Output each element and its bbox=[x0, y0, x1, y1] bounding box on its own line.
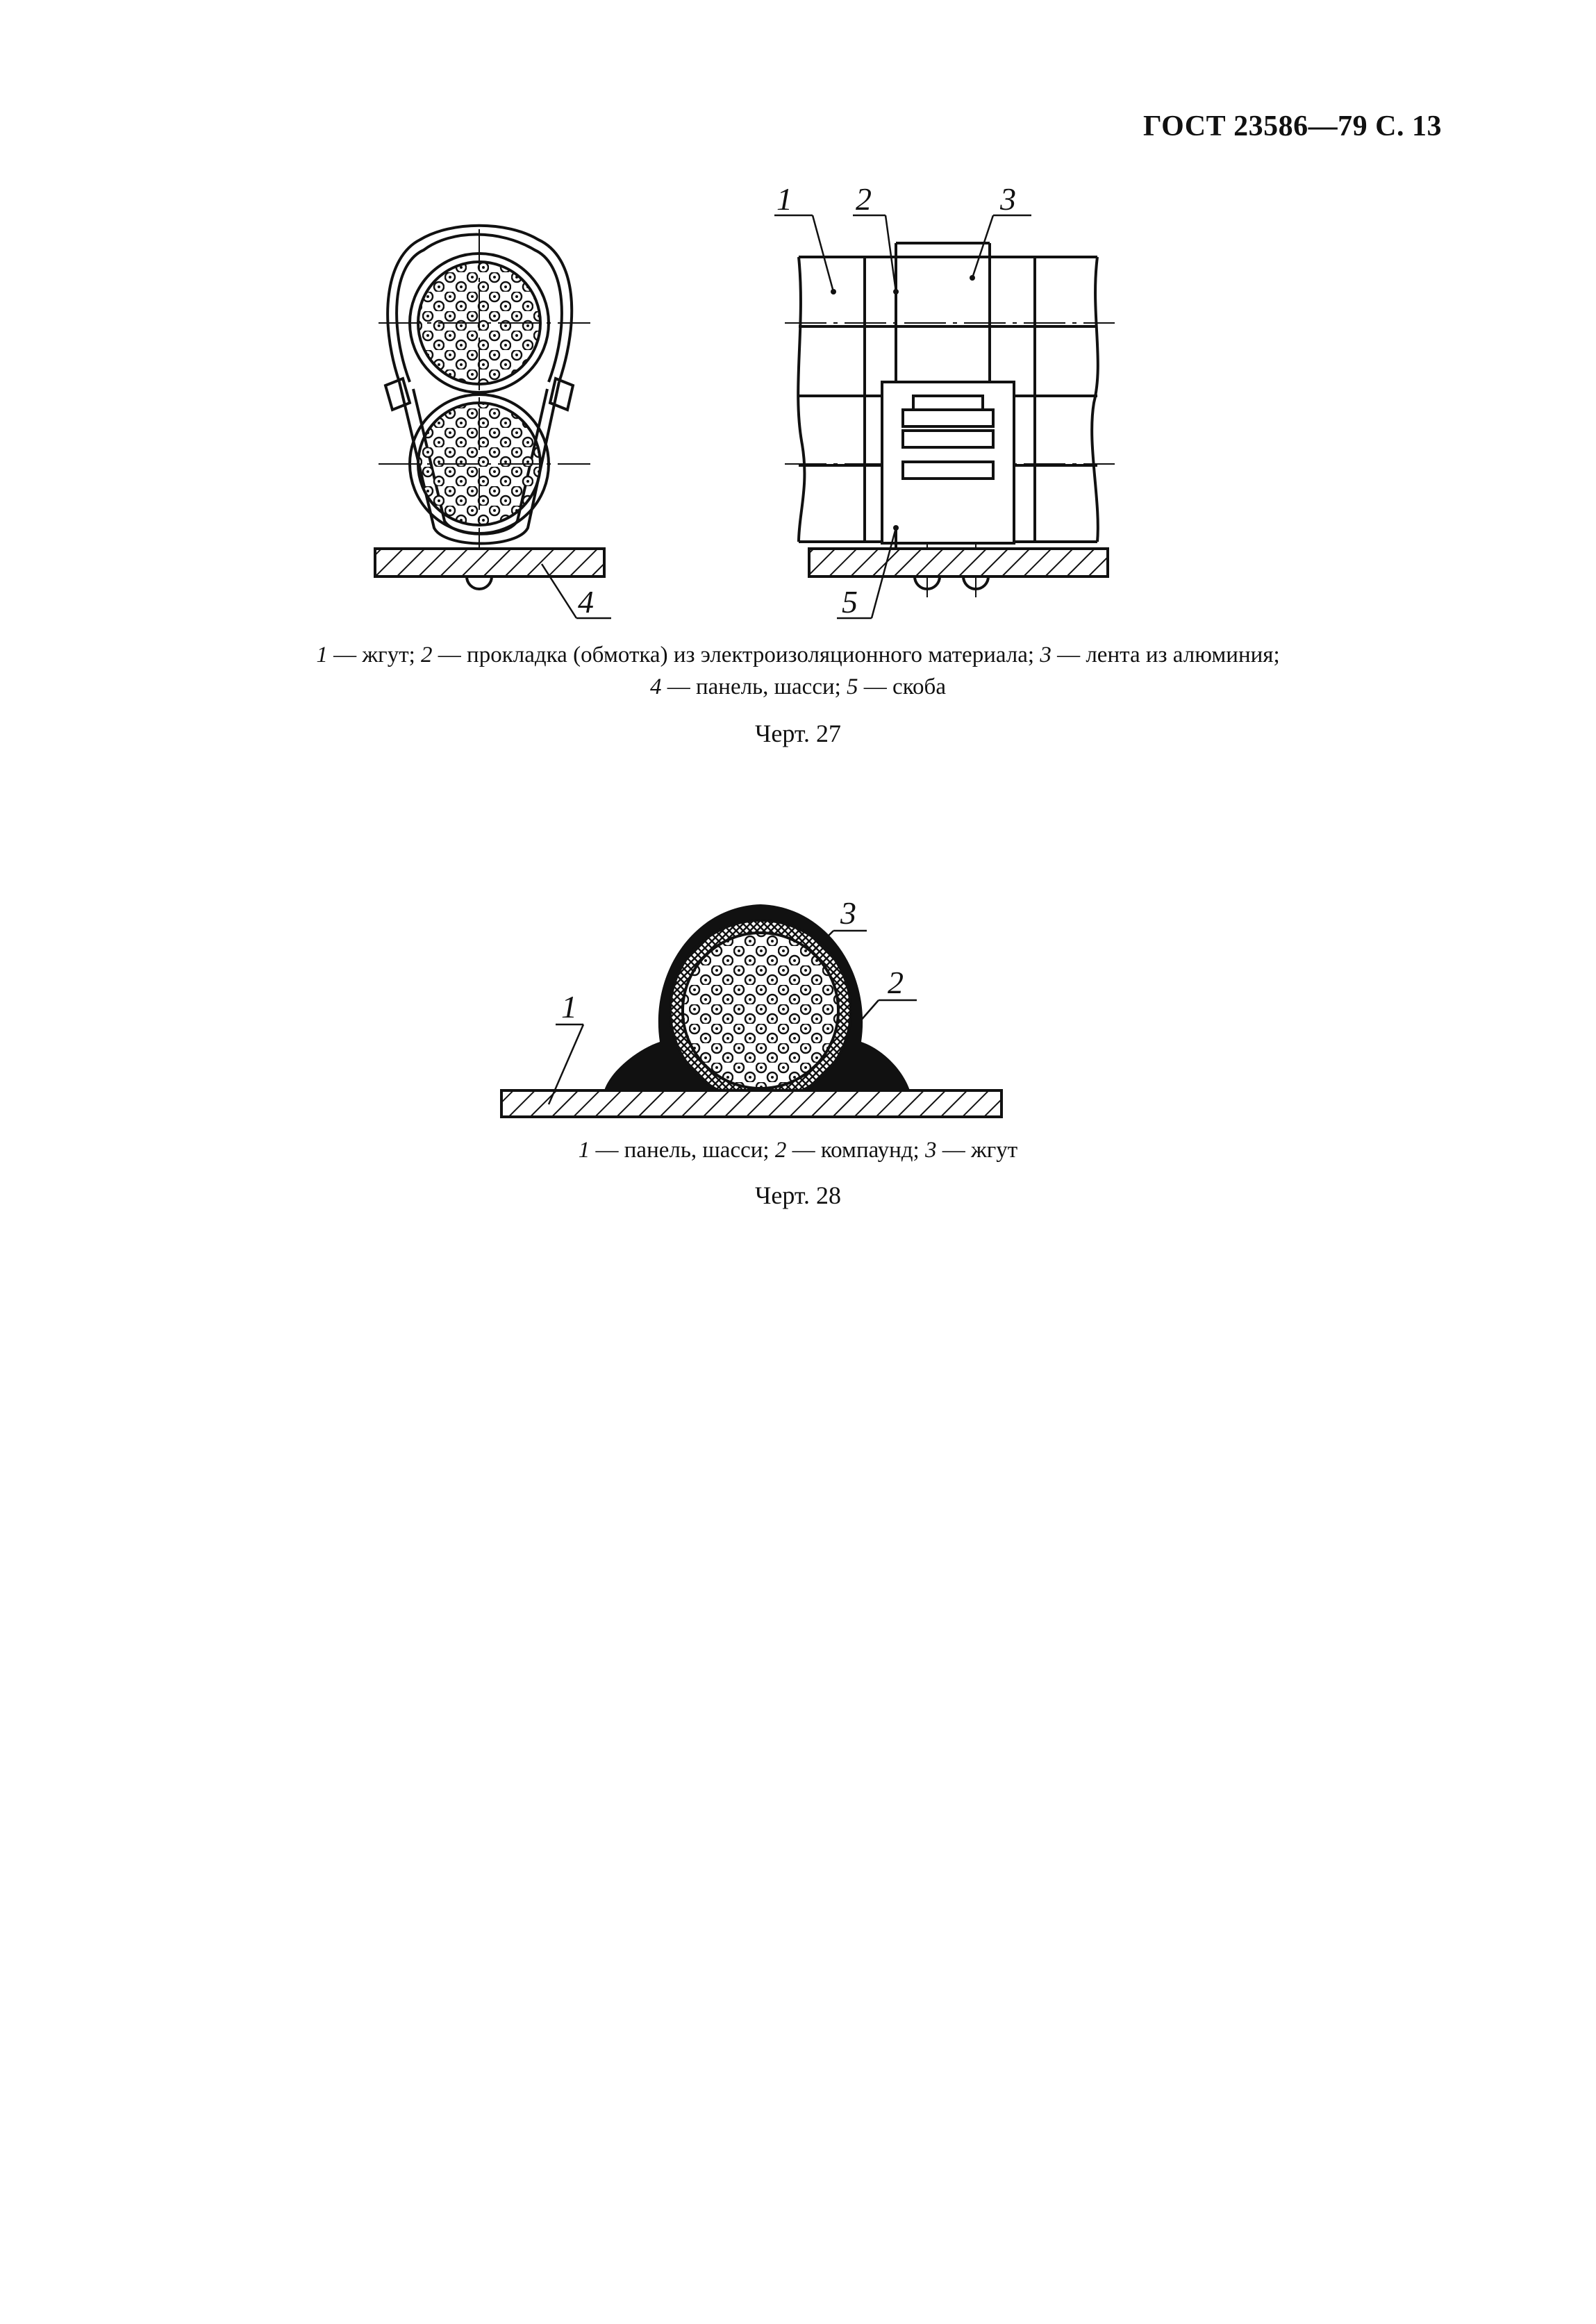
fig27-right-view bbox=[774, 181, 1115, 620]
fig28-callout-3: 3 bbox=[840, 895, 856, 931]
legend-num: 1 bbox=[578, 1138, 590, 1163]
legend-text: — жгут; bbox=[327, 642, 422, 667]
figure-27-legend bbox=[0, 639, 1596, 703]
fig27-callout-3: 3 bbox=[1000, 181, 1016, 217]
legend-num: 5 bbox=[847, 674, 858, 699]
legend-num: 4 bbox=[649, 674, 662, 699]
figure-27-legend-line-1 bbox=[0, 639, 1596, 671]
fig28-callout-1: 1 bbox=[561, 989, 577, 1024]
legend-num: 3 bbox=[924, 1138, 937, 1163]
fig27-callout-4: 4 bbox=[578, 584, 594, 620]
legend-text: — панель, шасси; bbox=[661, 674, 847, 699]
figure-27-legend-line-2 bbox=[0, 671, 1596, 703]
figure-28-legend bbox=[0, 1134, 1596, 1166]
fig27-callout-5: 5 bbox=[842, 584, 858, 620]
figure-28-legend-line-1 bbox=[0, 1134, 1596, 1166]
legend-text: — прокладка (обмотка) из электроизоляционного материала; bbox=[432, 642, 1040, 667]
legend-num: 3 bbox=[1040, 642, 1051, 667]
legend-num: 2 bbox=[774, 1138, 787, 1163]
fig28-callout-2: 2 bbox=[888, 965, 904, 1000]
fig27-left-view bbox=[375, 226, 611, 620]
legend-text: — панель, шасси; bbox=[590, 1138, 775, 1163]
legend-num: 2 bbox=[421, 642, 433, 667]
fig27-callout-2: 2 bbox=[856, 181, 872, 217]
figure-27-caption: Черт. 27 bbox=[755, 720, 841, 747]
legend-text: — компаунд; bbox=[786, 1138, 925, 1163]
legend-text: — жгут bbox=[936, 1138, 1018, 1163]
figure-28-caption: Черт. 28 bbox=[755, 1181, 841, 1209]
page-header: ГОСТ 23586—79 С. 13 bbox=[1142, 110, 1442, 142]
fig27-callout-1: 1 bbox=[776, 181, 792, 217]
legend-text: — лента из алюминия; bbox=[1051, 642, 1280, 667]
legend-text: — скоба bbox=[858, 674, 946, 699]
legend-num: 1 bbox=[316, 642, 328, 667]
